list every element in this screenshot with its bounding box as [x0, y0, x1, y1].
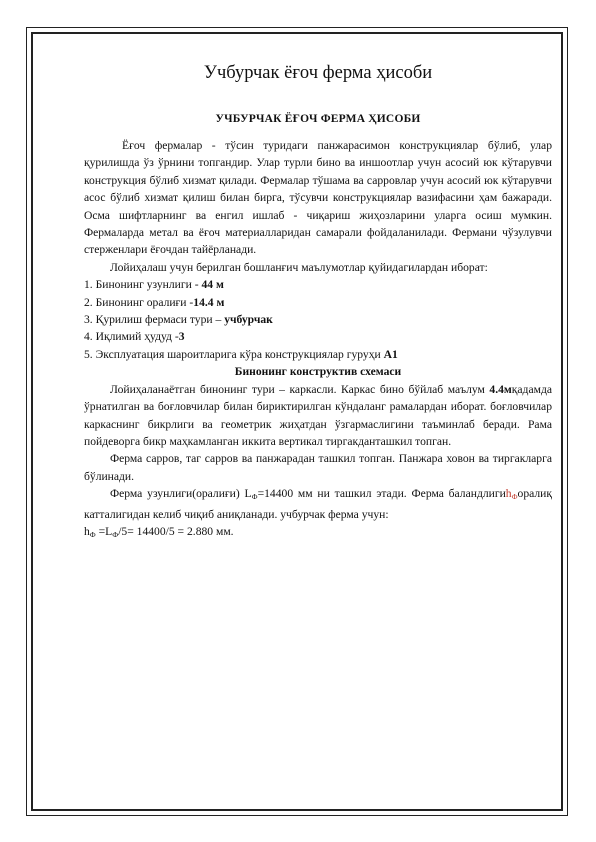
list-item: 5. Эксплуатация шароитларига кўра конструкциялар гуруҳи А1 [84, 347, 398, 361]
initial-data-list [84, 276, 552, 363]
list-item: 2. Бинонинг оралиғи -14.4 м [84, 295, 225, 309]
intro-paragraph: Ёғоч фермалар - тўсин туридаги панжарасимон конструкциялар бўлиб, улар қурилишда ўз ўрнини топгандир. Улар турли бино ва иншоотлар учун асосий юк кўтарувчи конструкция бўлиб хизмат қилади. Фермалар тўшама ва сарровлар учун асосий юк кўтарувчи асос бўлиб хизмат қилиш билан бирга, тўсувчи конструкциялар вазифасини ҳам бажаради. Осма шифтларнинг ва енгил ишлаб - чиқариш жиҳозларини уларга осиш мумкин. Фермаларда метал ва ёғоч материалларидан самарали фойдаланилади. Фермани чўзулувчи стерженлари ёғочдан тайёрланади. [84, 139, 552, 257]
truss-height-paragraph: Ферма узунлиги(оралиғи) $L_Ф=14400$ мм ни ташкил этади. Ферма баландлигиh$_Ф$оралиқ катталигидан келиб чиқиб аниқланади. учбурчак ферма учун: [84, 487, 552, 521]
truss-composition-paragraph: Ферма сарров, таг сарров ва панжарадан ташкил топган. Панжара ховон ва тиргакларга бўлинади. [84, 452, 552, 483]
list-item: 1. Бинонинг узунлиги - 44 м [84, 278, 224, 292]
structural-scheme-paragraph: Лойиҳаланаётган бинонинг тури – каркасли. Каркас бино бўйлаб маълум 4.4мқадамда ўрнатилган ва боғловчилар билан бириктирилган кўндаланг рамалардан иборат. боғловчилар каркаснинг бикрлиги ва геометрик жиҳатдан ўзгармаслигини таъминлаб беради. Рама пойдеворга бикр маҳкамланган иккита вертикал тиргакданташкил топган. [84, 382, 552, 448]
document-body [84, 48, 552, 543]
height-formula: $h_Ф =L_Ф/5= 14400/5 = 2.880$ мм. [84, 524, 234, 539]
data-intro-paragraph: Лойиҳалаш учун берилган бошланғич маълумотлар қуйидагилардан иборат: [110, 260, 488, 274]
page-title: Учбурчак ёғоч ферма ҳисоби [203, 63, 433, 83]
list-item: 4. Иқлимий ҳудуд -3 [84, 330, 185, 344]
subheading: Бинонинг конструктив схемаси [234, 365, 402, 379]
section-title: УЧБУРЧАК ЁҒОЧ ФЕРМА ҲИСОБИ [215, 113, 421, 125]
list-item: 3. Қурилиш фермаси тури – учбурчак [84, 313, 273, 327]
